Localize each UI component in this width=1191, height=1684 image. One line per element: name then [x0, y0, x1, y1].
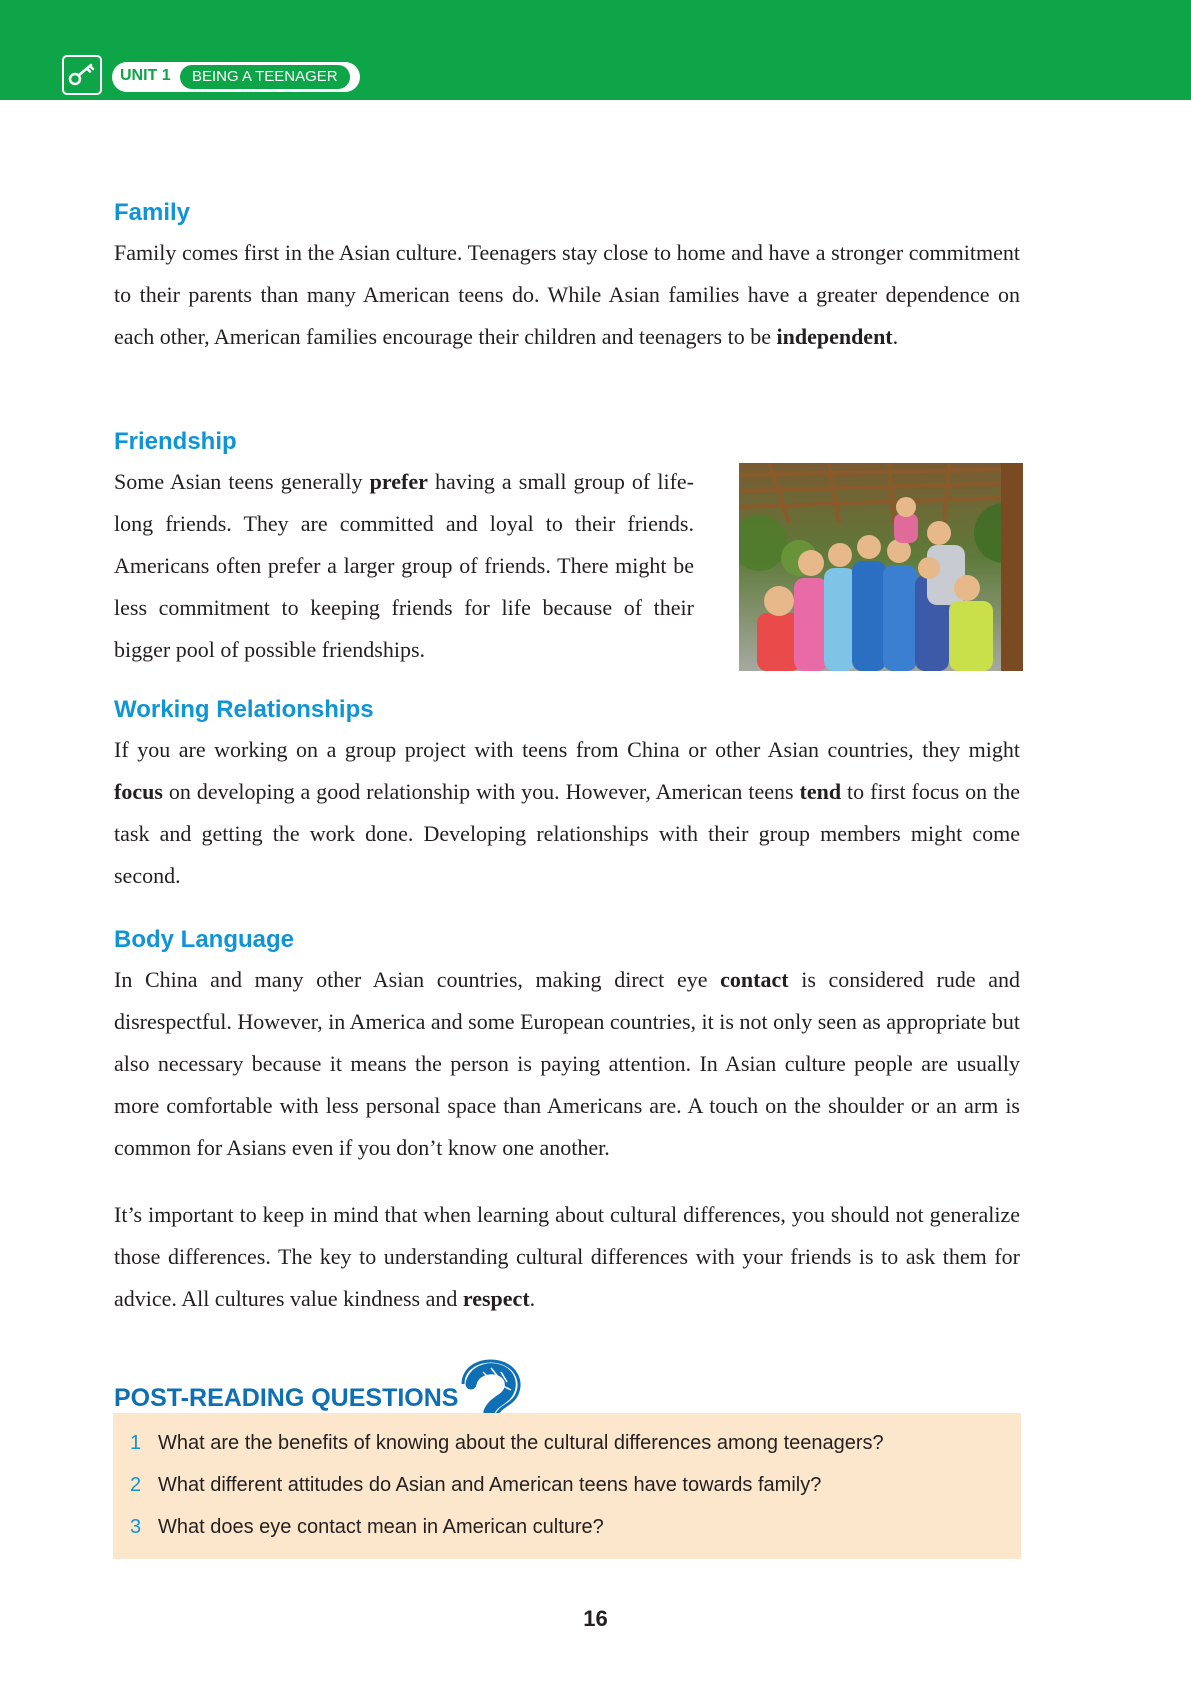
- keyword-tend: tend: [799, 779, 842, 804]
- unit-title: BEING A TEENAGER: [180, 65, 350, 89]
- section-heading-family: Family: [114, 199, 191, 226]
- section-heading-working-relationships: Working Relationships: [114, 696, 374, 723]
- paragraph-body-language: In China and many other Asian countries, making direct eye contact is considered rude and disrespectful. However, in America and some European countries, it is not only seen as appropriate but also necessary because it means the person is paying attention. In Asian culture people are usually more comfortable with less personal space than Americans are. A touch on the shoulder or an arm is common for Asians even if you don’t know one another.: [114, 967, 1021, 1160]
- section-heading-friendship: Friendship: [114, 428, 237, 455]
- question-item: [130, 1430, 884, 1456]
- question-number: 3: [130, 1516, 142, 1538]
- questions-box: [113, 1413, 1021, 1559]
- question-text: What different attitudes do Asian and American teens have towards family?: [158, 1474, 822, 1496]
- keyword-contact: contact: [720, 967, 789, 992]
- paragraph-friendship: Some Asian teens generally prefer having a small group of life-long friends. They are committed and loyal to their friends. Americans often prefer a larger group of friends. There might be less commitment to keeping friends for life because of their bigger pool of possible friendships.: [114, 469, 694, 662]
- question-item: [130, 1472, 821, 1498]
- unit-label: UNIT 1: [120, 67, 171, 84]
- post-reading-heading: POST-READING QUESTIONS: [114, 1384, 459, 1412]
- keyword-focus: focus: [114, 779, 163, 804]
- key-icon: [62, 55, 102, 95]
- question-number: 1: [130, 1432, 142, 1454]
- question-text: What are the benefits of knowing about the cultural differences among teenagers?: [158, 1432, 884, 1454]
- question-item: [130, 1514, 604, 1540]
- keyword-independent: independent: [776, 324, 893, 349]
- question-number: 2: [130, 1474, 142, 1496]
- header-bar: [0, 0, 1191, 100]
- keyword-prefer: prefer: [369, 469, 428, 494]
- unit-badge: [112, 62, 360, 92]
- paragraph-closing: It’s important to keep in mind that when learning about cultural differences, you should not generalize those differences. The key to understanding cultural differences with your friends is to ask them for advice. All cultures value kindness and respect.: [114, 1202, 1020, 1311]
- paragraph-working-relationships: If you are working on a group project with teens from China or other Asian countries, they might focus on developing a good relationship with you. However, American teens tend to first focus on the task and getting the work done. Developing relationships with their group members might come second.: [114, 737, 1020, 888]
- section-heading-body-language: Body Language: [114, 926, 295, 953]
- paragraph-family: Family comes first in the Asian culture. Teenagers stay close to home and have a stronger commitment to their parents than many American teens do. While Asian families have a greater dependence on each other, American families encourage their children and teenagers to be independent.: [114, 240, 1020, 349]
- group-photo: [739, 463, 1023, 671]
- page-number: 16: [583, 1606, 608, 1631]
- question-text: What does eye contact mean in American culture?: [158, 1516, 604, 1538]
- keyword-respect: respect: [462, 1286, 530, 1311]
